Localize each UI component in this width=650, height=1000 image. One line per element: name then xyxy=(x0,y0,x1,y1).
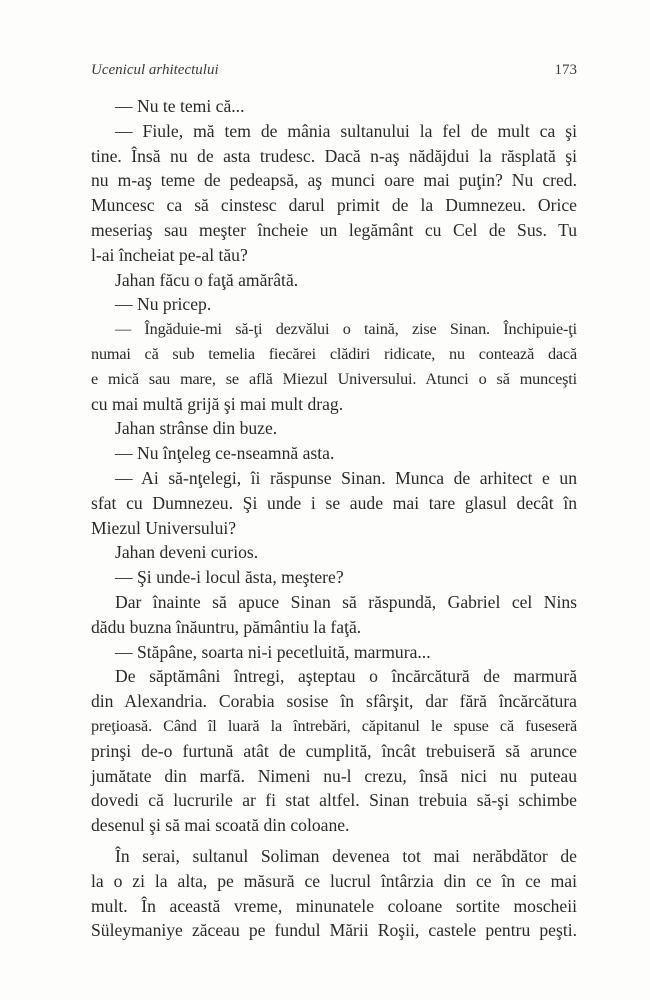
text-line: meseriaş sau meşter încheie un legământ cu Cel de Sus. Tu xyxy=(91,219,577,240)
text-line: Dar înainte să apuce Sinan să răspundă, Gabriel cel Nins xyxy=(115,591,577,612)
text-line: prinşi de-o furtună atât de cumplită, încât trebuiseră să arunce xyxy=(91,740,577,761)
text-line: Süleymaniye zăceau pe fundul Mării Roşii, castele pentru peşti. xyxy=(91,920,577,941)
text-line: — Ai să-nţelegi, îi răspunse Sinan. Munca de arhitect e un xyxy=(115,467,577,488)
text-line: desenul şi să mai scoată din coloane. xyxy=(91,815,350,836)
text-line: — Îngăduie-mi să-ţi dezvălui o taină, zise Sinan. Închipuie-ţi xyxy=(115,320,577,339)
text-line: cu mai multă grijă şi mai mult drag. xyxy=(91,393,344,414)
body-text xyxy=(91,94,577,943)
running-title: Ucenicul arhitectului xyxy=(91,62,219,78)
text-line: preţioasă. Când îl luară la întrebări, căpitanul le spuse că fuseseră xyxy=(91,716,577,735)
text-line: dovedi că lucrurile ar fi stat altfel. Sinan trebuia să-şi schimbe xyxy=(91,790,577,811)
text-line: De săptămâni întregi, aşteptau o încărcătură de marmură xyxy=(115,666,577,687)
text-line: Miezul Universului? xyxy=(91,517,237,538)
text-line: Jahan deveni curios. xyxy=(115,542,259,563)
text-line: e mică sau mare, se află Miezul Universului. Atunci o să munceşti xyxy=(91,369,577,388)
text-line: la o zi la alta, pe măsură ce lucrul întârzia din ce în ce mai xyxy=(91,870,577,891)
text-line: numai că sub temelia fiecărei clădiri ridicate, nu contează dacă xyxy=(91,344,577,363)
text-line: Jahan făcu o faţă amărâtă. xyxy=(115,269,299,290)
text-line: — Şi unde-i locul ăsta, meştere? xyxy=(115,567,344,588)
text-line: — Stăpâne, soarta ni-i pecetluită, marmura... xyxy=(115,641,431,662)
text-line: — Nu înţeleg ce-nseamnă asta. xyxy=(115,443,335,464)
text-line: dădu buzna înăuntru, pământiu la faţă. xyxy=(91,616,362,637)
text-line: tine. Însă nu de asta trudesc. Dacă n-aş nădăjdui la răsplată şi xyxy=(91,145,577,166)
text-line: l-ai încheiat pe-al tău? xyxy=(91,244,248,265)
text-line: Jahan strânse din buze. xyxy=(115,418,278,439)
page-number: 173 xyxy=(554,62,577,78)
text-line: — Fiule, mă tem de mânia sultanului la fel de mult ca şi xyxy=(115,120,577,141)
text-line: Muncesc ca să cinstesc darul primit de la Dumnezeu. Orice xyxy=(91,195,577,216)
text-line: jumătate din marfă. Nimeni nu-l crezu, însă nici nu puteau xyxy=(91,765,577,786)
text-line: nu m-aş teme de pedeapsă, aş munci oare mai puţin? Nu cred. xyxy=(91,170,577,191)
text-line: — Nu te temi că... xyxy=(115,96,245,116)
text-line: sfat cu Dumnezeu. Şi unde i se aude mai tare glasul decât în xyxy=(91,492,577,513)
text-line: mult. În această vreme, minunatele coloane sortite moscheii xyxy=(91,895,577,916)
text-line: — Nu pricep. xyxy=(115,294,212,315)
text-line: În serai, sultanul Soliman devenea tot mai nerăbdător de xyxy=(115,845,577,866)
text-line: din Alexandria. Corabia sosise în sfârşit, dar fără încărcătura xyxy=(91,691,577,712)
